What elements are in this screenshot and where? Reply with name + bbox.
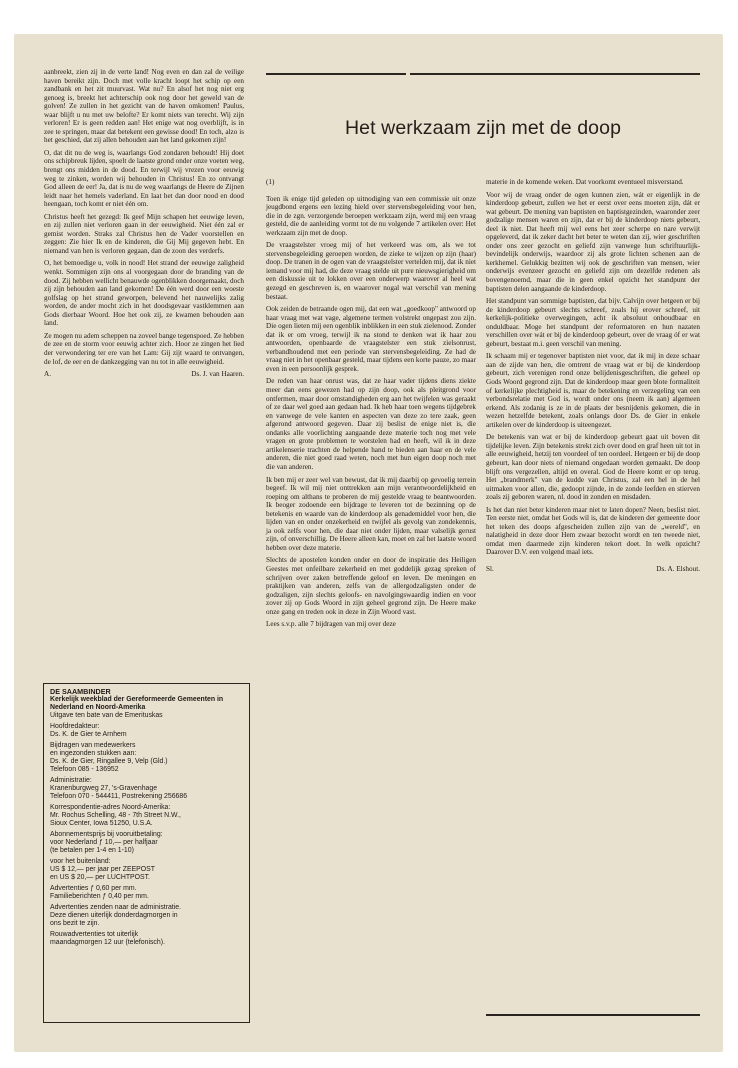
- masthead-line: en US $ 20,— per LUCHTPOST.: [50, 874, 150, 881]
- left-article: [44, 68, 244, 379]
- right-article-column-b: [486, 178, 700, 574]
- masthead-line: Deze dienen uiterlijk donderdagmorgen in: [50, 912, 178, 919]
- masthead-line: Advertenties ƒ 0,60 per mm.: [50, 885, 137, 892]
- masthead-group: [50, 804, 243, 828]
- right-paragraph: Is het dan niet beter kinderen maar niet te laten dopen? Neen, beslist niet. Ten eerste niet, omdat het Gods wil is, dat de kinderen der gemeente door het teken des doops afgescheiden zullen zijn van de „wereld", en nalatigheid in deze door Hem zwaar bezocht wordt en ten tweede niet, omdat men daarmede zijn kinderen tekort doet. In welk opzicht? Daarover D.V. een volgend maal iets.: [486, 505, 700, 557]
- masthead-line: Sioux Center, Iowa 51250, U.S.A.: [50, 820, 153, 827]
- right-paragraph: Ik schaam mij er tegenover baptisten niet voor, dat ik mij in deze schaar aan de zijde van hen, die omtrent de vraag wat er bij de kinderdoop gebeurt, zich verenigen rond onze belijdenisgeschriften, die geheel op Gods Woord gegrond zijn. Dat de kinderdoop maar geen blote formaliteit of kerkelijke plechtigheid is, maar de betekening en verzegeling van een verbondsrelatie met God is, wordt onder ons (neem ik aan) algemeen erkend. Als zodanig is ze in de plaats der besnijdenis gekomen, die in wezen hetzelfde betekent, zoals onlangs door Ds. de Gier in enkele artikelen over de kinderdoop is uiteengezet.: [486, 352, 700, 429]
- right-paragraph: Voor wij de vraag onder de ogen kunnen zien, wát er eigenlijk in de kinderdoop gebeurt, zullen we het er eerst over eens moeten zijn, dát er wat gebeurt. De mening van baptisten en baptistgezinden, waaronder zeer godzalige mensen waren en zijn, dat er bij de kinderdoop niets gebeurt, deel ik niet. Dat heeft mij wel eens het zeer scherpe en nare verwijt opgeleverd, dat ik zeker dacht het beter te weten dan zij, wier geschriften onder ons zeer gezocht en geliefd zijn vanwege hun schriftuurlijk-bevindelijk onderwijs, waardoor zij als grote lichten schenen aan de kerkhemel. Gelukkig bezitten wij ook de geschriften van mensen, wier onderwijs evenzeer gezocht en geliefd zijn om dezelfde redenen als bovengenoemd, maar die in geen enkel opzicht het standpunt der baptisten delen aangaande de kinderdoop.: [486, 190, 700, 293]
- masthead-group: [50, 931, 243, 947]
- bottom-rule: [486, 1014, 700, 1016]
- masthead-line: maandagmorgen 12 uur (telefonisch).: [50, 939, 165, 946]
- masthead-title: DE SAAMBINDER: [50, 687, 111, 696]
- right-paragraph: De vraagstelster vroeg mij of het verkeerd was om, als we tot stervensbegeleiding geroepen worden, de zieke te wijzen op zijn (haar) doop. De tranen in de ogen van de vraagstelster vertelden mij, dat ik niet iemand voor mij had, die deze vraag stelde uit pure nieuwsgierigheid om een diskussie uit te lokken over een onderwerp waarover al heel wat gezegd en geschreven is, en waarover nogal wat verschil van mening bestaat.: [266, 241, 476, 301]
- masthead-group: [50, 742, 243, 774]
- left-paragraph: O, dat dit nu de weg is, waarlangs God zondaren behoudt! Hij doet ons schipbreuk lijden, spoelt de laatste grond onder onze voeten weg, brengt ons midden in de dood. En terwijl wij vrezen voor eeuwig weg te zinken, worden wij behouden in Christus! En zo ontvangt God alleen de eer! Ja, dat is nu de weg waarlangs de Heere de Zijnen leidt naar het hemels vaderland. En laat het dan door nood en dood heengaan, toch komt er niet één om.: [44, 148, 244, 209]
- right-signature-author: Ds. A. Elshout.: [656, 564, 700, 573]
- left-paragraph: O, het bemoedige u, volk in nood! Het strand der eeuwige zaligheid wenkt. Sommigen zijn ons al voorgegaan door de branding van de dood. Zij hebben wellicht benauwde ogenblikken doorgemaakt, doch zij zijn behouden aan land gekomen! De één werd door een woeste golfslag op het strand geworpen, belevend het nauwelijks zalig worden, de ander mocht zich in het doodsgevaar vastklemmen aan Gods dierbaar Woord. Hoe het ook zij, ze kwamen behouden aan land.: [44, 259, 244, 328]
- masthead-publisher-note: Uitgave ten bate van de Emerituskas: [50, 712, 163, 719]
- masthead-subtitle: Kerkelijk weekblad der Gereformeerde Gemeenten in Nederland en Noord-Amerika: [50, 696, 224, 711]
- left-paragraph: Christus heeft het gezegd: Ik geef Mijn schapen het eeuwige leven, en zij zullen niet verloren gaan in der eeuwigheid. Niet één zal er gemist worden. Straks zal Christus hen de Vader voorstellen en zeggen: Zie hier Ik en de kinderen, die Gij Mij gegeven hebt. En niemand van hen is verloren gegaan, dan de zoon des verderfs.: [44, 212, 244, 255]
- masthead-group: [50, 885, 243, 901]
- masthead-line: Ds. K. de Gier te Arnhem: [50, 731, 127, 738]
- right-signature: [486, 565, 700, 574]
- right-paragraph: Ook zeiden de betraande ogen mij, dat een wat „goedkoop" antwoord op haar vraag met wat vage, algemene termen volstrekt ongepast zou zijn. Die ogen lieten mij een ogenblik inblikken in een stuk zielenood. Zonder dat ik er om vroeg, terwijl ik na stond te denken wat ik haar zou antwoorden, openbaarde de vraagstelster een stuk zielsonrust, verbandhoudend met een periode van stervensbegeleiding. Ze had de vraag niet in het openbaar gesteld, maar tijdens een korte pauze, zo maar even in een persoonlijk gesprek.: [266, 305, 476, 373]
- right-paragraph: De betekenis van wat er bij de kinderdoop gebeurt gaat uit boven dit tijdelijke leven. Zijn betekenis strekt zich over dood en graf heen uit tot in alle eeuwigheid, hetzij ten voordeel of ten oordeel. Hetgeen er bij de doop gebeurt, kan door niets of niemand ongedaan worden gemaakt. De doop blijft ons vergezellen, altijd en overal. God de Heere komt er op terug. Het „brandmerk" van de kudde van Christus, zal een hel in de hel uitmaken voor allen, die, gedoopt zijnde, in de zonde leefden en stierven zoals zij geboren waren, nl. dood in zonden en misdaden.: [486, 433, 700, 502]
- masthead-line: Telefoon 070 - 544411, Postrekening 256686: [50, 793, 188, 800]
- masthead-line: Ds. K. de Gier, Ringallee 9, Velp (Gld.): [50, 758, 168, 765]
- masthead-line: voor het buitenland:: [50, 858, 111, 865]
- masthead-line: Rouwadvertenties tot uiterlijk: [50, 931, 139, 938]
- masthead-line: ons bezit te zijn.: [50, 920, 100, 927]
- masthead-group: [50, 777, 243, 801]
- top-rule-left: [266, 73, 406, 75]
- left-paragraph: Ze mogen nu adem scheppen na zoveel bange tegenspoed. Ze hebben de zee en de storm voor eeuwig achter zich. Hoor ze zingen het lied der verwondering ter ere van het Lam: Gij zijt waard te ontvangen, de lof, de eer en de dankzegging van nu tot in alle eeuwigheid.: [44, 331, 244, 366]
- right-article-column-a: [266, 178, 476, 633]
- masthead-line: Advertenties zenden naar de administratie.: [50, 904, 181, 911]
- part-marker: (1): [266, 178, 275, 186]
- right-paragraph: Toen ik enige tijd geleden op uitnodiging van een commissie uit onze jeugdbond ergens een lezing hield over stervensbegeleiding voor hen, die in de zgn. verzorgende beroepen werkzaam zijn, werd mij een vraag gesteld, die de aanleiding vormt tot de nu volgende 7 artikelen over: Het werkzaam zijn met de doop.: [266, 194, 476, 237]
- masthead-group: [50, 831, 243, 855]
- masthead-group: [50, 723, 243, 739]
- masthead-group: [50, 858, 243, 882]
- masthead-box: [43, 683, 250, 1023]
- masthead-line: en ingezonden stukken aan:: [50, 750, 137, 757]
- masthead-line: Korrespondentie-adres Noord-Amerika:: [50, 804, 171, 811]
- masthead-line: Kranenburgweg 27, 's-Gravenhage: [50, 785, 158, 792]
- right-paragraph: Slechts de apostelen konden onder en door de inspiratie des Heiligen Geestes met onfeilbare zekerheid en met goddelijk gezag spreken of schrijven over zaken betreffende geloof en leven. De meningen en praktijken van anderen, zelfs van de allergodzaligsten onder de godzaligen, zijn slechts geloofs- en navolgingswaardig indien en voor zover zij op Gods Woord in zijn geheel gegrond zijn. De Heere make onze gang en treden ook in deze in Zijn Woord vast.: [266, 556, 476, 616]
- masthead-line: Bijdragen van medewerkers: [50, 742, 136, 749]
- masthead-line: Administratie:: [50, 777, 92, 784]
- masthead-line: US $ 12,— per jaar per ZEEPOST: [50, 866, 155, 873]
- right-paragraph: Ik ben mij er zeer wel van bewust, dat ik mij daarbij op gevoelig terrein begeef. Ik wil mij niet onttrekken aan mijn verantwoordelijkheid en roeping om althans te proberen de mij gestelde vraag te beantwoorden. Ik beoger zodoende een bijdrage te leveren tot de bezinning op de betekenis en waarde van de kinderdoop als genademiddel voor hen, die lijden van en onder onzekerheid en twijfel als gevolg van zondekennis, ja ook zelfs voor hen, die daar niet onder lijden, maar valselijk gerust zijn, of onverschillig. De Heere alleen kan, moet en zal het laatste woord hebben over deze materie.: [266, 475, 476, 552]
- masthead-group: [50, 904, 243, 928]
- right-paragraph: De reden van haar onrust was, dat ze haar vader tijdens diens ziekte meer dan eens gewezen had op zijn doop, ook als pleitgrond voor ontfermen, maar door omstandigheden erg aan het twijfelen was geraakt of ze daar wel goed aan gedaan had. Ik heb haar toen wegens tijdgebrek en vanwege de vele kanten en aspecten van deze zo tere zaak, geen afgerond antwoord gegeven. Daar zij beslist de enige niet is, die ondanks alle voorlichting aangaande deze materie toch nog met vele vragen en grote problemen te worstelen had en heeft, wil ik in deze artikelenserie trachten de helpende hand te bieden aan haar en de vele anderen, die niet goed raad weten, noch met hun eigen doop noch met die van anderen.: [266, 377, 476, 471]
- right-paragraph: materie in de komende weken. Dat voorkomt eventueel misverstand.: [486, 178, 684, 186]
- right-paragraph: Lees s.v.p. alle 7 bijdragen van mij over deze: [266, 620, 396, 629]
- masthead-line: voor Nederland ƒ 10,— per halfjaar: [50, 839, 158, 846]
- article-headline: Het werkzaam zijn met de doop: [344, 117, 622, 139]
- masthead-line: Hoofdredakteur:: [50, 723, 100, 730]
- left-paragraph: aanbreekt, zien zij in de verte land! Nog even en dan zal de veilige haven bereikt zijn. Doch met volle kracht loopt het schip op een zandbank en het zit muurvast. Wat nu? En alsof het nog niet erg genoeg is, breekt het achterschip ook nog door het geweld van de golven! Ze zullen in het gezicht van de haven omkomen! Paulus, waar blijft u nu met uw belofte? Er komt niets van terecht. Wij zijn verloren! Er is geen redden aan! Het enige wat nog overblijft, is in zee te springen, maar dat betekent een gewisse dood! En toch, alzo is het geschied, dat zij allen behouden aan het land gekomen zijn!: [44, 68, 244, 145]
- right-paragraph: Het standpunt van sommige baptisten, dat bijv. Calvijn over hetgeen er bij de kinderdoop gebeurt slechts schreef, zoals hij erover schreef, uit kerkelijk-politieke overwegingen, acht ik absoluut onhoudbaar en onduldbaar. Moge het standpunt der reformatoren en hun nazaten verschillen over wát er bij de kinderdoop gebeurt, over de vraag óf er wat gebeurt, bestaat m.i. geen verschil van mening.: [486, 297, 700, 348]
- left-signature: [44, 370, 244, 379]
- masthead-line: Telefoon 085 - 136952: [50, 766, 119, 773]
- right-signature-initial: Sl.: [486, 564, 494, 573]
- left-signature-author: Ds. J. van Haaren.: [191, 370, 244, 379]
- masthead-line: Familieberichten ƒ 0,40 per mm.: [50, 893, 149, 900]
- masthead-line: Mr. Rochus Schelling, 48 - 7th Street N.W.,: [50, 812, 181, 819]
- left-signature-initial: A.: [44, 370, 51, 379]
- masthead-line: Abonnementsprijs bij vooruitbetaling:: [50, 831, 163, 838]
- masthead-line: (te betalen per 1-4 en 1-10): [50, 847, 134, 854]
- top-rule-right: [410, 73, 700, 75]
